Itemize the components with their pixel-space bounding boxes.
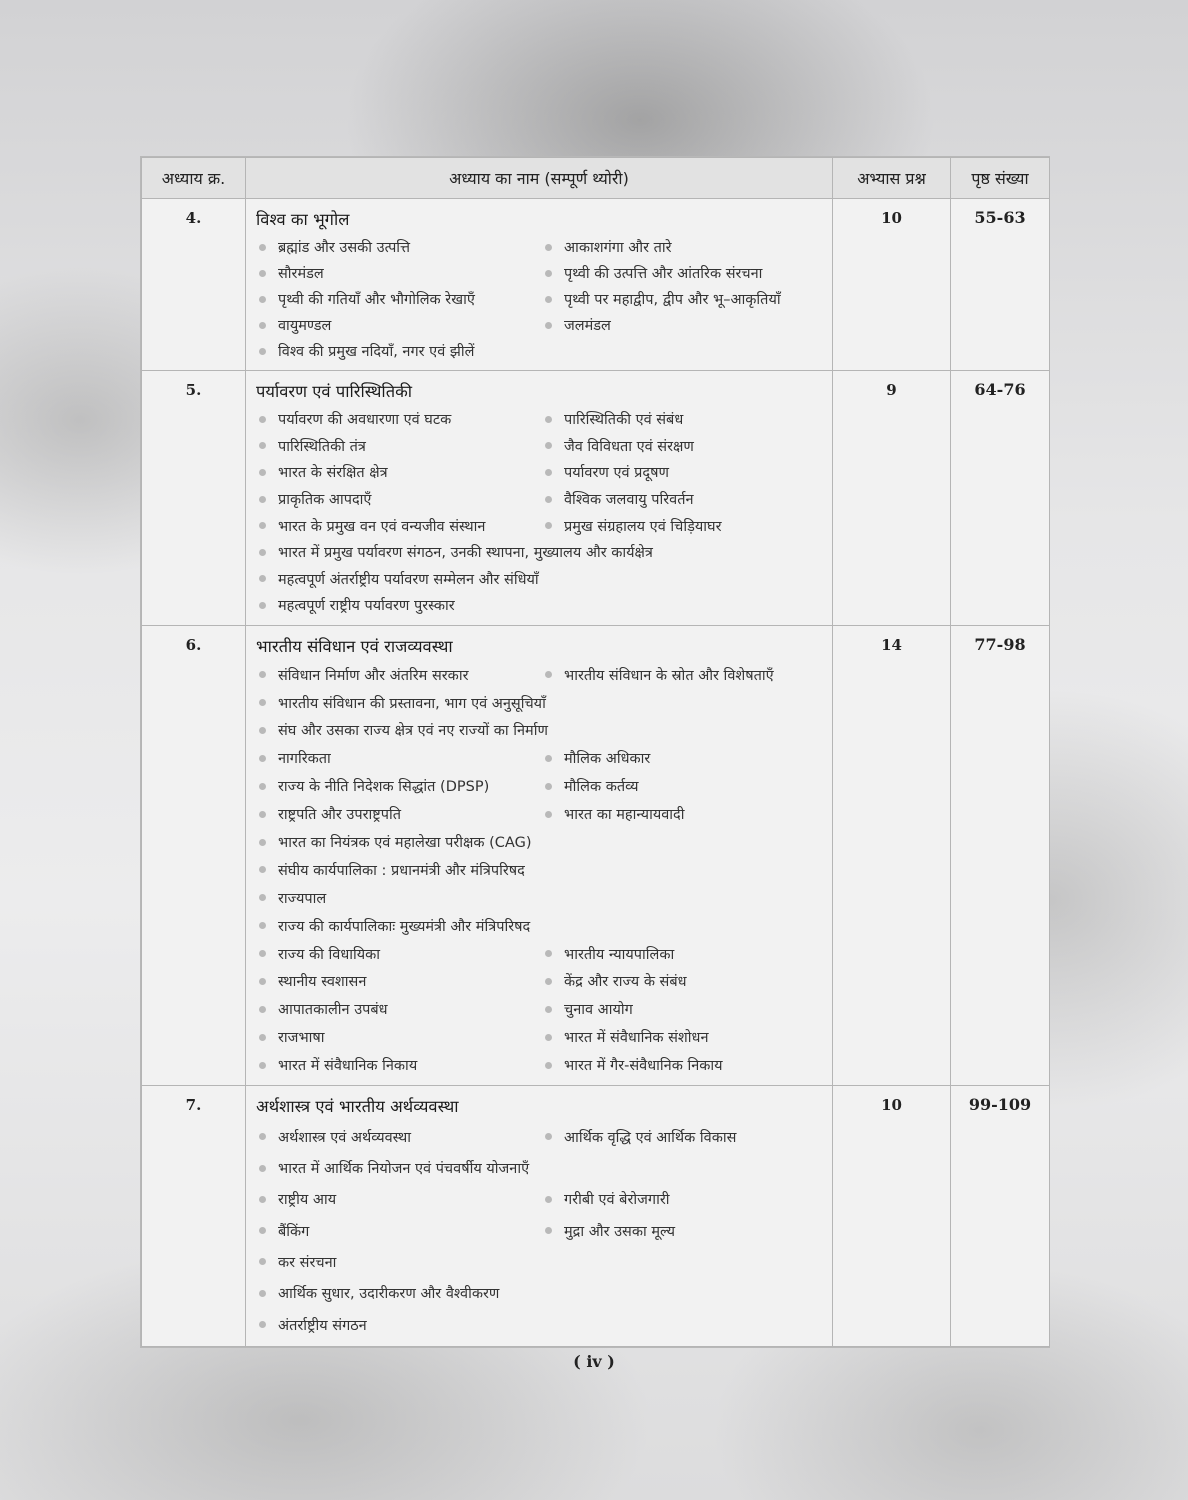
topic-text: भारत में आर्थिक नियोजन एवं पंचवर्षीय योजनाएँ [278, 1161, 530, 1178]
topic-line [256, 1121, 826, 1152]
topic-line [256, 856, 826, 884]
topic-item [542, 1127, 736, 1147]
page-range: 55-63 [951, 199, 1050, 371]
topic-text: ब्रह्मांड और उसकी उत्पत्ति [278, 240, 411, 256]
topic-line [256, 912, 826, 940]
bullet-icon [259, 922, 266, 929]
bullet-icon [545, 522, 552, 529]
bullet-icon [545, 811, 552, 818]
chapter-title: विश्व का भूगोल [256, 210, 350, 229]
topic-text: अंतर्राष्ट्रीय संगठन [278, 1317, 367, 1334]
bullet-icon [259, 1062, 266, 1069]
topic-text: संघ और उसका राज्य क्षेत्र एवं नए राज्यों का निर्माण [278, 723, 548, 740]
topic-text: भारतीय संविधान के स्रोत और विशेषताएँ [564, 667, 774, 684]
bullet-icon [545, 469, 552, 476]
topic-item [256, 237, 542, 257]
bullet-icon [259, 727, 266, 734]
bullet-icon [259, 322, 266, 329]
chapter-number: 7. [142, 1086, 246, 1347]
topic-text: पृथ्वी की गतियाँ और भौगोलिक रेखाएँ [278, 292, 475, 308]
bullet-icon [545, 755, 552, 762]
topic-item [256, 832, 532, 852]
topic-item [256, 1283, 499, 1303]
topic-item [542, 1189, 670, 1209]
bullet-icon [259, 575, 266, 582]
bullet-icon [259, 1196, 266, 1203]
topic-item [256, 999, 542, 1019]
topic-item [256, 971, 542, 991]
topic-text: भारत में प्रमुख पर्यावरण संगठन, उनकी स्थापना, मुख्यालय और कार्यक्षेत्र [278, 545, 653, 562]
topic-line [256, 717, 826, 745]
topic-item [256, 1221, 542, 1241]
bullet-icon [259, 1165, 266, 1172]
topic-text: राज्यपाल [278, 890, 327, 907]
topic-item [256, 804, 542, 824]
topic-text: भारत में संवैधानिक निकाय [278, 1058, 418, 1075]
topic-item [542, 776, 639, 796]
bullet-icon [259, 296, 266, 303]
topic-line [256, 1184, 826, 1215]
topic-text: भारत का महान्यायवादी [564, 807, 685, 824]
topic-text: केंद्र और राज्य के संबंध [564, 974, 687, 991]
bullet-icon [259, 671, 266, 678]
topic-text: भारत में संवैधानिक संशोधन [564, 1030, 709, 1047]
topic-line [256, 260, 826, 286]
practice-question-count: 14 [833, 625, 951, 1085]
topic-text: महत्वपूर्ण राष्ट्रीय पर्यावरण पुरस्कार [278, 598, 455, 615]
topic-text: पारिस्थितिकी तंत्र [278, 438, 366, 455]
bullet-icon [259, 894, 266, 901]
topic-item [256, 860, 525, 880]
topic-text: चुनाव आयोग [564, 1002, 633, 1019]
topic-item [542, 971, 687, 991]
topic-text: संविधान निर्माण और अंतरिम सरकार [278, 667, 469, 684]
header-page-numbers: पृष्ठ संख्या [951, 158, 1050, 199]
topic-item [256, 1315, 367, 1335]
topic-line [256, 800, 826, 828]
topic-item [256, 944, 542, 964]
topic-line [256, 828, 826, 856]
topic-text: भारतीय न्यायपालिका [564, 946, 675, 963]
topic-item [256, 516, 542, 536]
bullet-icon [259, 244, 266, 251]
topic-line [256, 406, 826, 433]
topic-item [256, 1027, 542, 1047]
topic-text: प्राकृतिक आपदाएँ [278, 492, 372, 509]
topic-line [256, 689, 826, 717]
topic-item [542, 315, 611, 335]
chapter-number: 4. [142, 199, 246, 371]
chapter-content [246, 199, 833, 371]
contents-table [141, 157, 1050, 1347]
topic-line [256, 1215, 826, 1246]
topic-item [542, 237, 672, 257]
topic-item [256, 462, 542, 482]
topic-line [256, 1023, 826, 1051]
topic-item [256, 569, 539, 589]
bullet-icon [545, 950, 552, 957]
topic-text: महत्वपूर्ण अंतर्राष्ट्रीय पर्यावरण सम्मेलन और संधियाँ [278, 571, 539, 588]
topic-line [256, 312, 826, 338]
topic-text: सौरमंडल [278, 266, 324, 282]
topic-line [256, 968, 826, 996]
bullet-icon [259, 1133, 266, 1140]
topic-item [256, 665, 542, 685]
topic-item [542, 748, 650, 768]
topic-text: पारिस्थितिकी एवं संबंध [564, 412, 684, 429]
topic-text: भारतीय संविधान की प्रस्तावना, भाग एवं अनुसूचियाँ [278, 695, 546, 712]
bullet-icon [259, 442, 266, 449]
bullet-icon [259, 602, 266, 609]
topic-text: आपातकालीन उपबंध [278, 1002, 388, 1019]
topic-item [542, 436, 694, 456]
chapter-title: पर्यावरण एवं पारिस्थितिकी [256, 382, 413, 401]
topic-item [542, 462, 669, 482]
topic-line [256, 592, 826, 619]
topic-text: स्थानीय स्वशासन [278, 974, 367, 991]
bullet-icon [259, 522, 266, 529]
topic-item [542, 1221, 675, 1241]
chapter-content [246, 1086, 833, 1347]
topic-line [256, 995, 826, 1023]
topic-text: पर्यावरण की अवधारणा एवं घटक [278, 412, 452, 429]
topic-item [256, 693, 546, 713]
topic-text: राष्ट्रपति और उपराष्ट्रपति [278, 807, 401, 824]
bullet-icon [545, 671, 552, 678]
topic-line [256, 1246, 826, 1277]
topic-line [256, 539, 826, 566]
topic-text: मुद्रा और उसका मूल्य [564, 1223, 676, 1240]
topic-line [256, 940, 826, 968]
topic-line [256, 1152, 826, 1183]
bullet-icon [545, 1227, 552, 1234]
page-range: 77-98 [951, 625, 1050, 1085]
topic-text: विश्व की प्रमुख नदियाँ, नगर एवं झीलें [278, 344, 475, 360]
topic-line [256, 1278, 826, 1309]
topic-line [256, 566, 826, 593]
topic-item [256, 595, 455, 615]
topic-text: आकाशगंगा और तारे [564, 240, 672, 256]
topic-item [256, 776, 542, 796]
topic-item [542, 263, 762, 283]
topic-text: जलमंडल [564, 318, 611, 334]
chapter-content [246, 625, 833, 1085]
topic-text: मौलिक कर्तव्य [564, 779, 639, 796]
topic-text: राज्य के नीति निदेशक सिद्धांत (DPSP) [278, 779, 490, 796]
page-number: ( iv ) [573, 1352, 615, 1371]
contents-sheet [140, 156, 1050, 1348]
topic-text: भारत का नियंत्रक एवं महालेखा परीक्षक (CAG) [278, 835, 532, 852]
topic-text: पृथ्वी की उत्पत्ति और आंतरिक संरचना [564, 266, 763, 282]
bullet-icon [259, 1290, 266, 1297]
topic-text: पृथ्वी पर महाद्वीप, द्वीप और भू–आकृतियाँ [564, 292, 781, 308]
topic-item [256, 1127, 542, 1147]
topic-item [256, 748, 542, 768]
bullet-icon [259, 1258, 266, 1265]
topic-item [542, 804, 685, 824]
bullet-icon [545, 1006, 552, 1013]
topic-item [256, 1189, 542, 1209]
topic-text: अर्थशास्त्र एवं अर्थव्यवस्था [278, 1129, 412, 1146]
topic-item [542, 516, 722, 536]
bullet-icon [545, 978, 552, 985]
bullet-icon [545, 1133, 552, 1140]
bullet-icon [259, 1321, 266, 1328]
bullet-icon [259, 348, 266, 355]
topic-text: वैश्विक जलवायु परिवर्तन [564, 492, 694, 509]
topic-text: आर्थिक सुधार, उदारीकरण और वैश्वीकरण [278, 1286, 500, 1303]
bullet-icon [259, 496, 266, 503]
table-header-row [142, 158, 1050, 199]
chapter-content [246, 371, 833, 626]
topic-item [256, 315, 542, 335]
topic-item [542, 1055, 723, 1075]
bullet-icon [545, 322, 552, 329]
topic-text: वायुमण्डल [278, 318, 332, 334]
topic-text: बैंकिंग [278, 1223, 310, 1240]
topic-text: संघीय कार्यपालिका : प्रधानमंत्री और मंत्रिपरिषद [278, 862, 525, 879]
bullet-icon [545, 270, 552, 277]
bullet-icon [545, 416, 552, 423]
topic-item [256, 489, 542, 509]
bullet-icon [259, 755, 266, 762]
practice-question-count: 10 [833, 1086, 951, 1347]
topic-line [256, 459, 826, 486]
topic-item [542, 944, 674, 964]
topic-line [256, 512, 826, 539]
bullet-icon [259, 1006, 266, 1013]
table-row [142, 1086, 1050, 1347]
topic-text: कर संरचना [278, 1254, 337, 1271]
topic-item [542, 665, 774, 685]
bullet-icon [545, 442, 552, 449]
topic-line [256, 486, 826, 513]
topic-text: जैव विविधता एवं संरक्षण [564, 438, 694, 455]
chapter-title: अर्थशास्त्र एवं भारतीय अर्थव्यवस्था [256, 1097, 459, 1117]
topic-item [256, 1252, 336, 1272]
topic-item [256, 263, 542, 283]
table-row [142, 371, 1050, 626]
page-range: 99-109 [951, 1086, 1050, 1347]
bullet-icon [259, 811, 266, 818]
table-row [142, 625, 1050, 1085]
topic-text: भारत के प्रमुख वन एवं वन्यजीव संस्थान [278, 518, 486, 535]
bullet-icon [259, 866, 266, 873]
topic-text: भारत के संरक्षित क्षेत्र [278, 465, 388, 482]
chapter-title: भारतीय संविधान एवं राजव्यवस्था [256, 636, 453, 656]
topic-item [256, 542, 653, 562]
header-chapter-name: अध्याय का नाम (सम्पूर्ण थ्योरी) [246, 158, 833, 199]
topic-item [256, 436, 542, 456]
topic-line [256, 661, 826, 689]
bullet-icon [259, 1034, 266, 1041]
chapter-rows [142, 199, 1050, 1347]
bullet-icon [259, 839, 266, 846]
bullet-icon [545, 244, 552, 251]
bullet-icon [545, 296, 552, 303]
topic-line [256, 772, 826, 800]
bullet-icon [259, 699, 266, 706]
bullet-icon [259, 783, 266, 790]
topic-item [256, 341, 474, 361]
bullet-icon [259, 270, 266, 277]
chapter-number: 5. [142, 371, 246, 626]
topic-item [256, 409, 542, 429]
topic-text: आर्थिक वृद्धि एवं आर्थिक विकास [564, 1129, 737, 1146]
topic-item [256, 1158, 529, 1178]
topic-text: राष्ट्रीय आय [278, 1192, 337, 1209]
bullet-icon [259, 1227, 266, 1234]
bullet-icon [545, 496, 552, 503]
topic-item [542, 999, 633, 1019]
topic-item [256, 888, 326, 908]
topic-text: राजभाषा [278, 1030, 325, 1047]
topic-text: भारत में गैर-संवैधानिक निकाय [564, 1058, 723, 1075]
practice-question-count: 9 [833, 371, 951, 626]
topic-text: राज्य की विधायिका [278, 946, 381, 963]
topic-text: गरीबी एवं बेरोजगारी [564, 1192, 670, 1209]
topic-line [256, 234, 826, 260]
topic-item [542, 489, 694, 509]
bullet-icon [545, 783, 552, 790]
topic-line [256, 1051, 826, 1079]
topic-line [256, 286, 826, 312]
topic-item [256, 1055, 542, 1075]
chapter-number: 6. [142, 625, 246, 1085]
bullet-icon [259, 469, 266, 476]
bullet-icon [259, 549, 266, 556]
page-range: 64-76 [951, 371, 1050, 626]
bullet-icon [545, 1034, 552, 1041]
topic-text: नागरिकता [278, 751, 331, 768]
topic-item [256, 289, 542, 309]
header-practice-questions: अभ्यास प्रश्न [833, 158, 951, 199]
topic-text: मौलिक अधिकार [564, 751, 651, 768]
topic-text: प्रमुख संग्रहालय एवं चिड़ियाघर [564, 518, 722, 535]
topic-text: राज्य की कार्यपालिकाः मुख्यमंत्री और मंत्रिपरिषद [278, 918, 531, 935]
topic-line [256, 433, 826, 460]
topic-item [542, 289, 781, 309]
topic-line [256, 884, 826, 912]
topic-line [256, 338, 826, 364]
practice-question-count: 10 [833, 199, 951, 371]
topic-line [256, 744, 826, 772]
topic-line [256, 1309, 826, 1340]
topic-text: पर्यावरण एवं प्रदूषण [564, 465, 669, 482]
table-row [142, 199, 1050, 371]
topic-item [542, 409, 683, 429]
bullet-icon [259, 978, 266, 985]
bullet-icon [259, 950, 266, 957]
topic-item [542, 1027, 709, 1047]
bullet-icon [545, 1196, 552, 1203]
bullet-icon [545, 1062, 552, 1069]
topic-item [256, 916, 530, 936]
header-chapter-no: अध्याय क्र. [142, 158, 246, 199]
topic-item [256, 720, 548, 740]
bullet-icon [259, 416, 266, 423]
